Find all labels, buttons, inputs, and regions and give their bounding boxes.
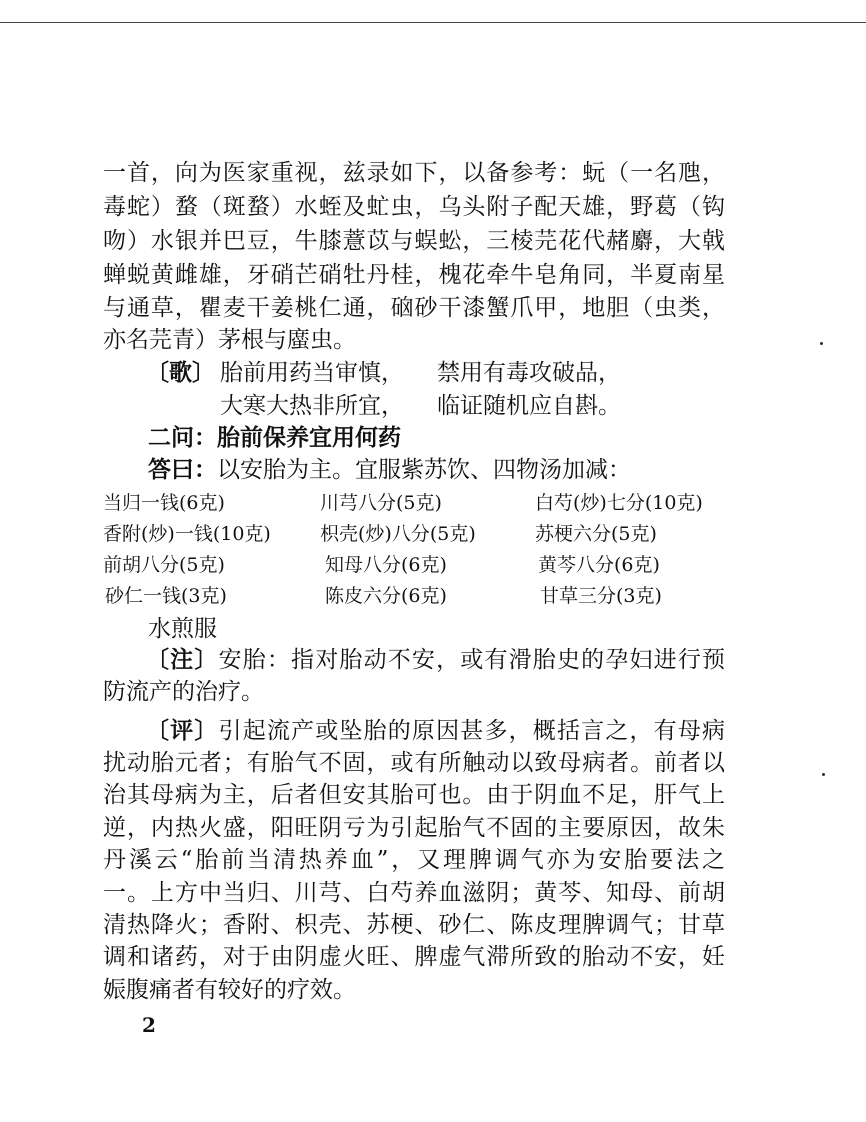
text-line: 与通草，瞿麦干姜桃仁通，硇砂干漆蟹爪甲，地胆（虫类， <box>103 295 725 321</box>
song-label: 〔歌〕 <box>146 359 215 386</box>
herb: 黄芩八分(6克) <box>538 554 660 576</box>
comment-line: 娠腹痛者有较好的疗效。 <box>103 977 356 1003</box>
herb: 香附(炒)一钱(10克) <box>103 523 271 545</box>
herb: 枳壳(炒)八分(5克) <box>320 523 476 545</box>
comment-line: 调和诸药，对于由阴虚火旺、脾虚气滞所致的胎动不安，妊 <box>103 944 725 970</box>
herb: 前胡八分(5克) <box>103 554 225 576</box>
song-line: 胎前用药当审慎， <box>220 360 404 386</box>
comment-line: 扰动胎元者；有胎气不固，或有所触动以致母病者。前者以 <box>103 750 725 776</box>
comment-line: 治其母病为主，后者但安其胎可也。由于阴血不足，肝气上 <box>103 782 725 808</box>
decoction-instruction: 水煎服 <box>148 616 217 642</box>
page-number: 2 <box>142 1013 156 1037</box>
herb: 甘草三分(3克) <box>540 585 662 607</box>
song-line: 临证随机应自斟。 <box>437 393 621 419</box>
answer-text: 以安胎为主。宜服紫苏饮、四物汤加减： <box>217 457 631 483</box>
herb: 川芎八分(5克) <box>320 492 442 514</box>
note-line: 防流产的治疗。 <box>103 679 264 705</box>
comment-line: 清热降火；香附、枳壳、苏梗、砂仁、陈皮理脾调气；甘草 <box>103 912 725 938</box>
comment-line <box>146 716 725 746</box>
comment-line: 一。上方中当归、川芎、白芍养血滋阴；黄芩、知母、前胡 <box>103 880 725 906</box>
comment-line: 逆，内热火盛，阳旺阴亏为引起胎气不固的主要原因，故朱 <box>103 815 725 841</box>
comment-line: 丹溪云“胎前当清热养血”，又理脾调气亦为安胎要法之 <box>103 847 725 873</box>
text-line: 吻）水银并巴豆，牛膝薏苡与蜈蚣，三棱芫花代赭麝，大戟 <box>103 228 725 254</box>
herb: 白芍(炒)七分(10克) <box>535 492 703 514</box>
song-line: 大寒大热非所宜， <box>220 393 404 419</box>
comment-text: 引起流产或坠胎的原因甚多，概括言之，有母病 <box>218 718 726 744</box>
note-line <box>146 645 725 675</box>
text-line: 蝉蜕黄雌雄，牙硝芒硝牡丹桂，槐花牵牛皂角同，半夏南星 <box>103 262 725 288</box>
song-line: 禁用有毒攻破品， <box>437 360 621 386</box>
herb: 砂仁一钱(3克) <box>105 585 227 607</box>
answer <box>148 455 631 485</box>
comment-label: 〔评〕 <box>146 717 219 744</box>
herb: 陈皮六分(6克) <box>325 585 447 607</box>
text-line: 毒蛇）蝥（斑蝥）水蛭及虻虫，乌头附子配天雄，野葛（钩 <box>103 194 725 220</box>
section-heading: 二问：胎前保养宜用何药 <box>148 424 401 451</box>
text-line: 一首，向为医家重视，兹录如下，以备参考：蚖（一名虺， <box>103 160 725 186</box>
herb: 苏梗六分(5克) <box>535 523 657 545</box>
note-label: 〔注〕 <box>146 646 219 673</box>
note-text: 安胎：指对胎动不安，或有滑胎史的孕妇进行预 <box>218 647 726 673</box>
scan-speck <box>822 773 825 776</box>
herb: 当归一钱(6克) <box>103 492 225 514</box>
herb: 知母八分(6克) <box>325 554 447 576</box>
scan-speck <box>820 342 823 345</box>
top-rule <box>0 22 866 23</box>
text-line: 亦名芫青）茅根与䗪虫。 <box>103 327 356 353</box>
answer-label: 答曰： <box>148 456 217 483</box>
